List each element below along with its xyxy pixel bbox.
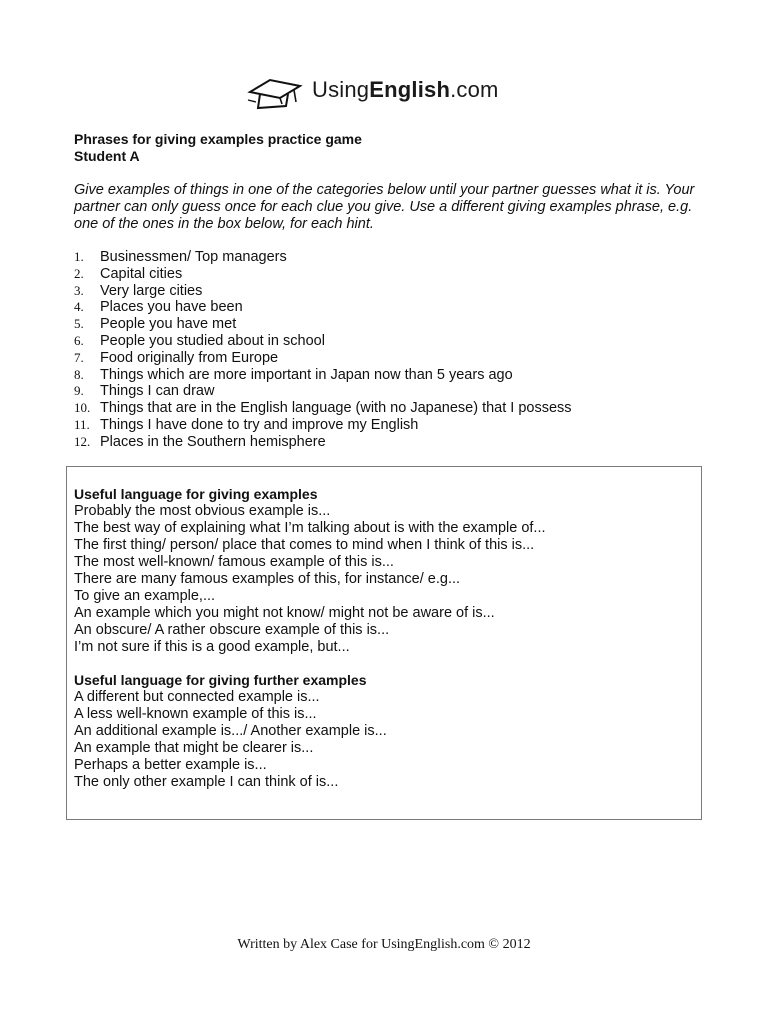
category-list [74,249,572,451]
worksheet-title: Phrases for giving examples practice game [74,131,362,147]
list-item: 1. Businessmen/ Top managers [74,249,287,265]
phrase-line: The only other example I can think of is... [74,774,339,790]
logo-text: UsingEnglish.com [312,77,499,102]
list-item: 9. Things I can draw [74,383,215,400]
graduation-cap-icon [246,76,306,112]
section-title-examples: Useful language for giving examples [74,486,318,502]
phrase-line: An example which you might not know/ might not be aware of is... [74,605,495,621]
section-title-further-examples: Useful language for giving further examples [74,672,367,688]
list-item: 6. People you studied about in school [74,332,325,349]
list-item: 10. Things that are in the English language (with no Japanese) that I possess [74,400,572,417]
phrase-line: The first thing/ person/ place that comes to mind when I think of this is... [74,537,535,553]
phrase-line: An example that might be clearer is... [74,740,314,756]
phrase-line: The best way of explaining what I’m talking about is with the example of... [74,520,546,536]
phrase-line: A less well-known example of this is... [74,706,317,722]
phrase-line: There are many famous examples of this, for instance/ e.g... [74,571,461,587]
list-item: 4. Places you have been [74,299,243,316]
phrase-line: Perhaps a better example is... [74,757,267,773]
phrase-line: Probably the most obvious example is... [74,503,331,519]
phrase-line: An obscure/ A rather obscure example of this is... [74,622,390,638]
useful-language-box [66,466,702,820]
phrase-line: An additional example is.../ Another example is... [74,723,387,739]
list-item: 11. Things I have done to try and improve my English [74,416,419,433]
instructions-paragraph: Give examples of things in one of the categories below until your partner guesses what it is. Your partner can only guess once for each clue you give. Use a different giving examples phrase, e.g. one of the ones in the box below, for each hint. [74,182,695,232]
list-item: 3. Very large cities [74,282,203,299]
footer-credit: Written by Alex Case for UsingEnglish.com © 2012 [237,937,531,952]
list-item: 2. Capital cities [74,265,183,282]
phrase-line: I’m not sure if this is a good example, but... [74,639,350,655]
list-item: 12. Places in the Southern hemisphere [74,433,326,450]
list-item: 8. Things which are more important in Japan now than 5 years ago [74,366,513,383]
worksheet-heading [74,131,362,165]
worksheet-subtitle: Student A [74,148,140,164]
phrase-line: The most well-known/ famous example of this is... [74,554,394,570]
list-item: 7. Food originally from Europe [74,349,279,366]
site-logo [246,74,536,114]
list-item: 5. People you have met [74,316,237,333]
phrase-line: A different but connected example is... [74,689,320,705]
phrase-line: To give an example,... [74,588,216,604]
